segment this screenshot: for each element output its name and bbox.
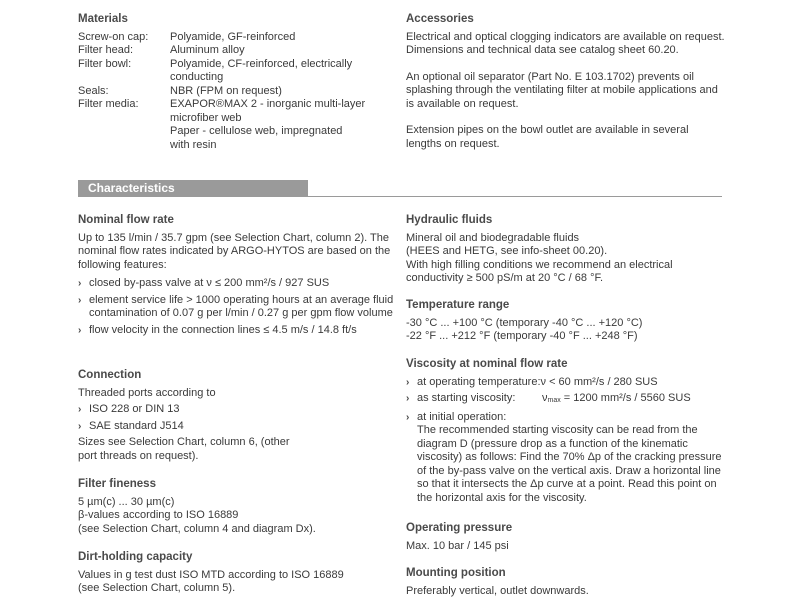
accessories-section: [406, 13, 726, 151]
materials-value: Polyamide, CF-reinforced, electrically conducting: [170, 57, 353, 83]
fluids-text: (HEES and HETG, see info-sheet 00.20).: [406, 245, 608, 257]
list-item-text: at operating temperature:ν < 60 mm²/s / 280 SUS: [417, 375, 658, 388]
materials-label: Seals:: [78, 84, 109, 97]
mounting-heading: Mounting position: [406, 567, 506, 579]
list-item-text: SAE standard J514: [89, 419, 184, 432]
viscosity-initial-text: The recommended starting viscosity can be read from the diagram D (pressure drop as a function of the kinematic viscosity) as follows: Find the 70% Δp of the cracking pressure of the by-pass valve on the vertical axis. Draw a horizontal line so that it intersects the Δp curve at a point. Read this point on the horizontal axis for the viscosity.: [417, 424, 722, 504]
fineness-heading: Filter fineness: [78, 478, 156, 490]
fineness-text: β-values according to ISO 16889: [78, 509, 239, 521]
materials-row: [78, 44, 396, 58]
list-item: [78, 324, 396, 338]
materials-heading: Materials: [78, 13, 128, 25]
materials-value: NBR (FPM on request): [170, 84, 282, 97]
list-item: [406, 376, 726, 390]
materials-section: [78, 13, 396, 152]
arrow-icon: ›: [78, 404, 82, 415]
list-item: [406, 392, 726, 408]
max-subscript: max: [547, 397, 561, 404]
fineness-text: 5 µm(c) ... 30 µm(c): [78, 495, 175, 508]
arrow-icon: ›: [406, 393, 410, 404]
viscosity-initial-title: at initial operation:: [417, 410, 507, 423]
materials-row: [78, 85, 396, 99]
list-item-text: flow velocity in the connection lines ≤ 4.5 m/s / 14.8 ft/s: [89, 323, 357, 336]
list-item: [78, 294, 396, 321]
dirt-text: Values in g test dust ISO MTD according to ISO 16889: [78, 568, 344, 581]
flow-rate-section: [78, 214, 396, 337]
materials-label: Filter media:: [78, 98, 139, 110]
fineness-text: (see Selection Chart, column 4 and diagram Dx).: [78, 522, 316, 535]
list-item-text: [417, 411, 726, 506]
dirt-section: [78, 551, 396, 596]
temperature-heading: Temperature range: [406, 299, 510, 311]
list-item: [78, 277, 396, 291]
pressure-text: Max. 10 bar / 145 psi: [406, 539, 509, 552]
materials-value: Aluminum alloy: [170, 44, 245, 56]
arrow-icon: ›: [78, 420, 82, 432]
connection-note: Sizes see Selection Chart, column 6, (other port threads on request).: [78, 436, 290, 462]
viscosity-starting-value: = 1200 mm²/s / 5560 SUS: [560, 392, 691, 404]
fluids-section: [406, 214, 726, 286]
materials-row: [78, 58, 396, 85]
pressure-heading: Operating pressure: [406, 522, 513, 534]
temperature-text: -30 °C ... +100 °C (temporary -40 °C ... +120 °C): [406, 316, 643, 329]
materials-label: Filter head:: [78, 44, 134, 56]
pressure-section: [406, 522, 726, 553]
arrow-icon: ›: [78, 324, 82, 336]
materials-row: [78, 98, 396, 125]
fineness-section: [78, 478, 396, 536]
viscosity-heading: Viscosity at nominal flow rate: [406, 358, 568, 370]
list-item: [78, 420, 396, 434]
materials-value: Polyamide, GF-reinforced: [170, 30, 296, 43]
connection-section: [78, 369, 396, 463]
flow-rate-heading: Nominal flow rate: [78, 214, 174, 226]
mounting-text: Preferably vertical, outlet downwards.: [406, 584, 589, 597]
list-item-text: ISO 228 or DIN 13: [89, 403, 180, 415]
materials-row: [78, 125, 396, 152]
materials-label: Screw-on cap:: [78, 30, 149, 43]
list-item-text: element service life > 1000 operating hours at an average fluid contamination of 0.07 g per l/min / 0.27 g per gpm flow volume: [89, 293, 394, 319]
materials-label: [78, 125, 170, 152]
arrow-icon: ›: [78, 294, 82, 306]
nu-symbol: ν: [542, 392, 548, 404]
fluids-heading: Hydraulic fluids: [406, 214, 493, 226]
accessories-text: Extension pipes on the bowl outlet are available in several lengths on request.: [406, 124, 689, 150]
arrow-icon: ›: [78, 278, 82, 289]
fluids-text: With high filling conditions we recommend an electrical conductivity ≥ 500 pS/m at 20 °C / 68 °F.: [406, 258, 673, 284]
materials-label: Filter bowl:: [78, 57, 132, 70]
arrow-icon: ›: [406, 376, 410, 388]
arrow-icon: ›: [406, 411, 410, 423]
mounting-section: [406, 567, 726, 598]
list-item-text: closed by-pass valve at ν ≤ 200 mm²/s / 927 SUS: [89, 277, 330, 289]
accessories-text: An optional oil separator (Part No. E 103.1702) prevents oil splashing through the ventilating filter at mobile applications and is available on request.: [406, 70, 718, 110]
list-item: [78, 403, 396, 417]
temperature-text: -22 °F ... +212 °F (temporary -40 °F ... +248 °F): [406, 330, 638, 342]
accessories-text: Electrical and optical clogging indicators are available on request. Dimensions and technical data see catalog sheet 60.20.: [406, 30, 725, 56]
materials-row: [78, 31, 396, 45]
accessories-heading: Accessories: [406, 13, 474, 25]
materials-value: EXAPOR®MAX 2 - inorganic multi-layer microfiber web: [170, 98, 366, 124]
dirt-heading: Dirt-holding capacity: [78, 551, 193, 563]
materials-value: Paper - cellulose web, impregnated with resin: [170, 125, 343, 151]
connection-text: Threaded ports according to: [78, 386, 216, 399]
list-item: [406, 411, 726, 506]
temperature-section: [406, 299, 726, 344]
dirt-text: (see Selection Chart, column 5).: [78, 582, 236, 594]
viscosity-starting-label: as starting viscosity:: [417, 392, 516, 404]
connection-heading: Connection: [78, 369, 142, 381]
list-item-text: [417, 392, 726, 408]
flow-rate-text: Up to 135 l/min / 35.7 gpm (see Selection Chart, column 2). The nominal flow rates indicated by ARGO-HYTOS are based on the following features:: [78, 231, 391, 271]
section-divider: [78, 196, 722, 197]
viscosity-section: [406, 358, 726, 505]
fluids-text: Mineral oil and biodegradable fluids: [406, 231, 580, 244]
characteristics-bar: Characteristics: [78, 180, 308, 197]
